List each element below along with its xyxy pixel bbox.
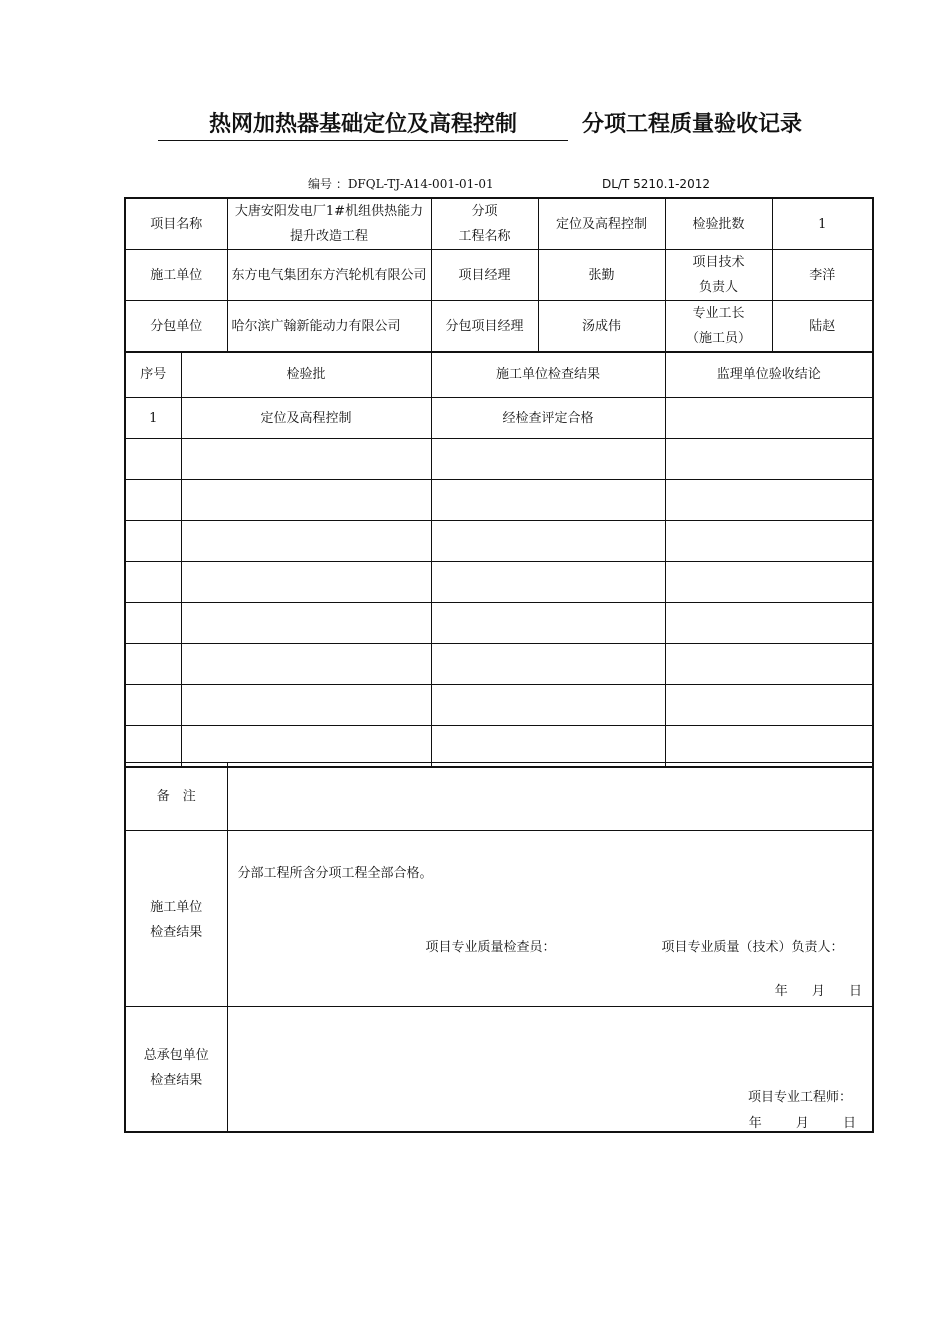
row-batch: 定位及高程控制: [181, 398, 431, 439]
table-row: [125, 521, 873, 562]
quality-inspector-label: 项目专业质量检查员：: [425, 940, 556, 955]
row-batch: [181, 521, 431, 562]
row-contractor-result: [431, 726, 665, 767]
info-table: [124, 197, 874, 353]
project-engineer-label: 项目专业工程师：: [747, 1090, 852, 1105]
remarks-value: [227, 763, 873, 831]
row-seq: [125, 562, 181, 603]
conclusion-table: [124, 762, 874, 1133]
row-contractor-result: [431, 644, 665, 685]
table-row: [125, 562, 873, 603]
foreman: 陆赵: [772, 301, 873, 353]
subitem-label: 分项 工程名称: [431, 198, 538, 250]
row-seq: [125, 685, 181, 726]
row-contractor-result: 经检查评定合格: [431, 398, 665, 439]
row-supervisor-conclusion: [665, 398, 873, 439]
row-contractor-result: [431, 562, 665, 603]
row-seq: [125, 439, 181, 480]
batch-table: [124, 351, 874, 768]
subitem-value: 定位及高程控制: [538, 198, 665, 250]
contractor-check-label: 施工单位 检查结果: [150, 900, 203, 940]
project-name-label: 项目名称: [125, 198, 227, 250]
table-row: [125, 644, 873, 685]
document-title: [0, 108, 950, 144]
row-batch: [181, 562, 431, 603]
col-header-batch: 检验批: [181, 352, 431, 398]
col-header-seq: 序号: [125, 352, 181, 398]
sub-pm: 汤成伟: [538, 301, 665, 353]
row-supervisor-conclusion: [665, 644, 873, 685]
subcontractor-label: 分包单位: [125, 301, 227, 353]
table-row: [125, 726, 873, 767]
remarks-label-cell: [125, 763, 227, 831]
col-header-contractor-result: 施工单位检查结果: [431, 352, 665, 398]
row-seq: [125, 521, 181, 562]
contractor-check-statement: 分部工程所含分项工程全部合格。: [237, 866, 433, 881]
remarks-label: 备 注: [156, 789, 196, 804]
table-row: [125, 480, 873, 521]
row-seq: [125, 644, 181, 685]
row-contractor-result: [431, 685, 665, 726]
row-seq: 1: [125, 398, 181, 439]
col-header-supervisor-conclusion: 监理单位验收结论: [665, 352, 873, 398]
contractor-check-date: 年 月 日: [774, 984, 862, 999]
contractor-label: 施工单位: [125, 250, 227, 301]
document-code: 编号 ：DFQL-TJ-A14-001-01-01: [308, 177, 494, 191]
batch-count: 1: [772, 198, 873, 250]
row-contractor-result: [431, 521, 665, 562]
quality-tech-responsible-label: 项目专业质量（技术）负责人：: [661, 940, 844, 955]
row-seq: [125, 603, 181, 644]
table-row: [125, 603, 873, 644]
sub-pm-label: 分包项目经理: [431, 301, 538, 353]
row-batch: [181, 480, 431, 521]
contractor: 东方电气集团东方汽轮机有限公司: [227, 250, 431, 301]
tech-lead-label: 项目技术 负责人: [665, 250, 772, 301]
row-batch: [181, 644, 431, 685]
title-main: 分项工程质量验收记录: [582, 112, 803, 137]
batch-header-row: [125, 352, 873, 398]
contractor-check-content: [227, 831, 873, 1007]
project-name: 大唐安阳发电厂1#机组供热能力提升改造工程: [227, 198, 431, 250]
subcontractor: 哈尔滨广翰新能动力有限公司: [227, 301, 431, 353]
row-contractor-result: [431, 439, 665, 480]
row-contractor-result: [431, 480, 665, 521]
foreman-label: 专业工长 （施工员）: [665, 301, 772, 353]
table-row: [125, 685, 873, 726]
table-row: [125, 398, 873, 439]
row-seq: [125, 726, 181, 767]
general-check-label: 总承包单位 检查结果: [143, 1048, 209, 1088]
row-batch: [181, 439, 431, 480]
title-subitem-name: 热网加热器基础定位及高程控制: [158, 112, 568, 141]
row-supervisor-conclusion: [665, 521, 873, 562]
row-supervisor-conclusion: [665, 726, 873, 767]
row-supervisor-conclusion: [665, 439, 873, 480]
row-supervisor-conclusion: [665, 685, 873, 726]
table-row: [125, 439, 873, 480]
row-batch: [181, 685, 431, 726]
row-supervisor-conclusion: [665, 480, 873, 521]
row-supervisor-conclusion: [665, 562, 873, 603]
row-batch: [181, 603, 431, 644]
general-check-date: 年 月 日: [748, 1116, 856, 1131]
pm-label: 项目经理: [431, 250, 538, 301]
document-code-line: [308, 176, 710, 192]
standard-number: DL/T 5210.1-2012: [602, 177, 710, 191]
batch-count-label: 检验批数: [665, 198, 772, 250]
row-batch: [181, 726, 431, 767]
row-contractor-result: [431, 603, 665, 644]
contractor-check-label-cell: [125, 831, 227, 1007]
tech-lead: 李洋: [772, 250, 873, 301]
general-check-label-cell: [125, 1007, 227, 1132]
row-seq: [125, 480, 181, 521]
general-check-content: [227, 1007, 873, 1132]
row-supervisor-conclusion: [665, 603, 873, 644]
pm: 张勤: [538, 250, 665, 301]
